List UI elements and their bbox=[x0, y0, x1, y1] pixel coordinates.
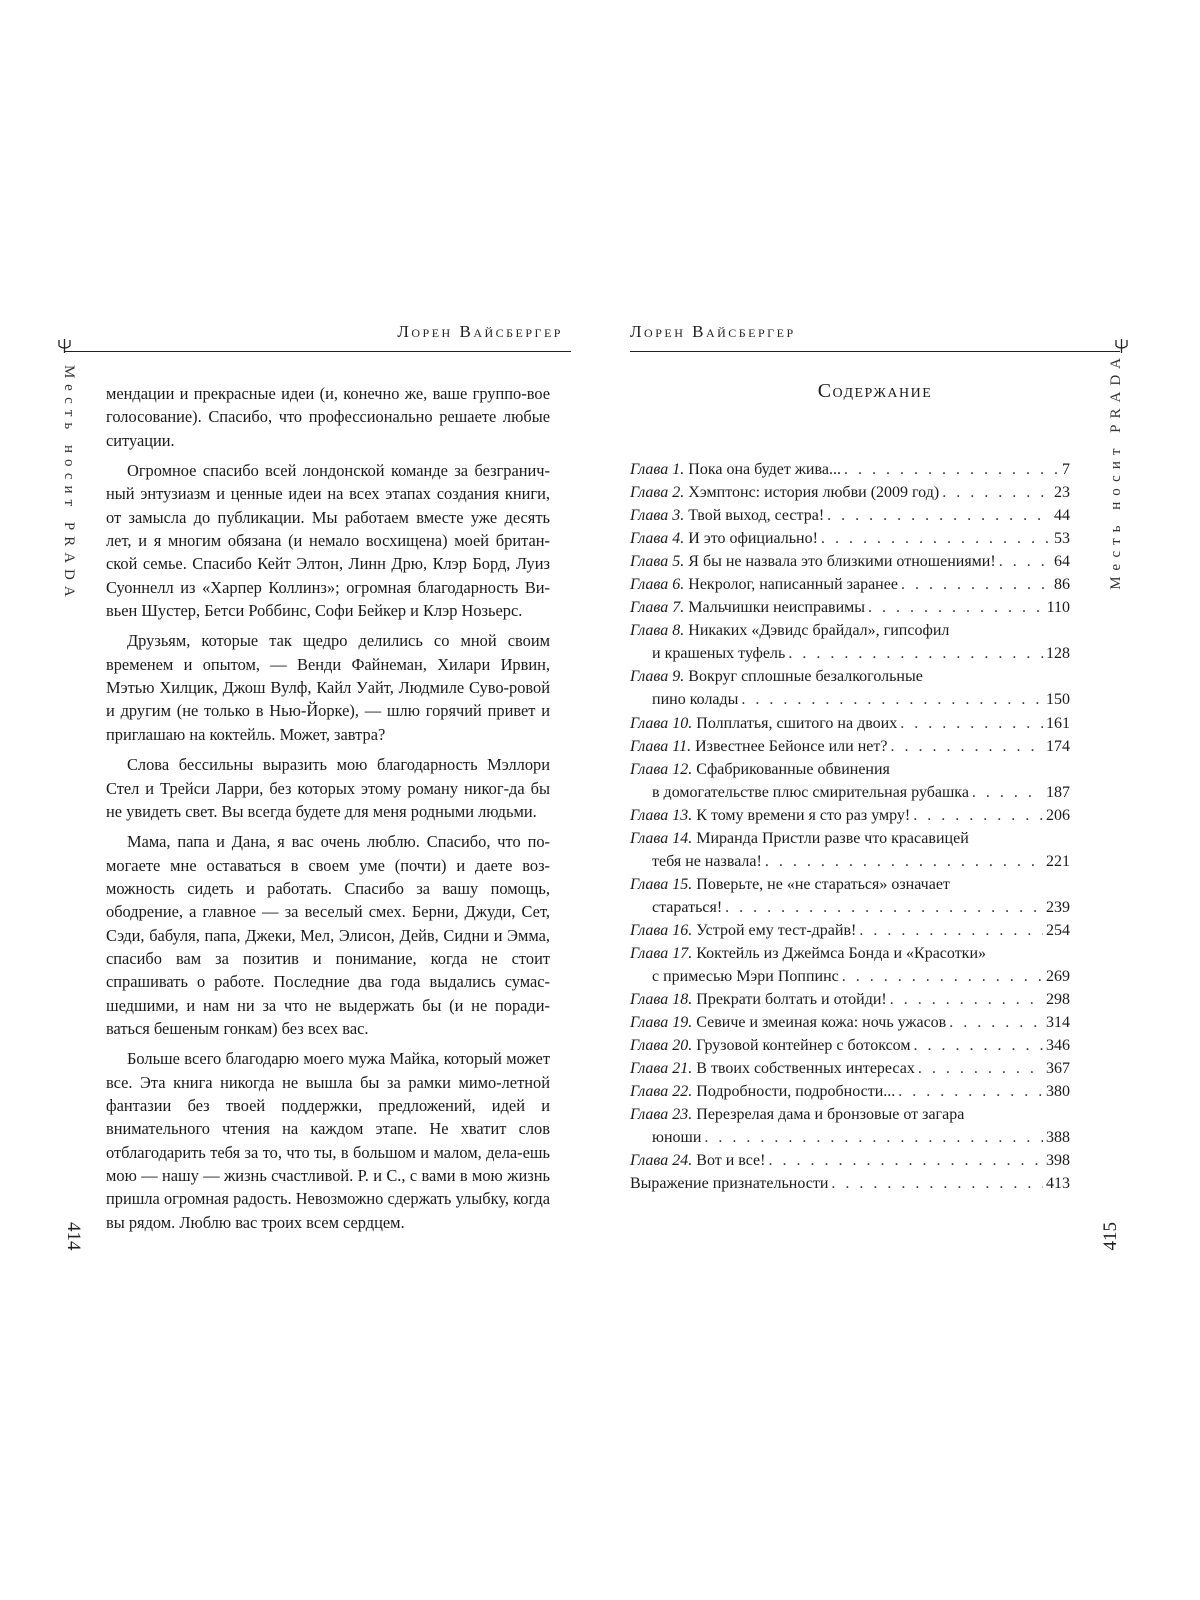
page-number: 415 bbox=[1100, 1222, 1121, 1251]
toc-title: Коктейль из Джеймса Бонда и «Красотки» bbox=[696, 944, 987, 962]
toc-entry bbox=[630, 1011, 1070, 1034]
toc-entry bbox=[630, 665, 1070, 711]
dot-leader bbox=[999, 550, 1051, 573]
dot-leader bbox=[913, 804, 1043, 827]
dot-leader bbox=[868, 596, 1044, 619]
toc-chapter-label: Глава 15. bbox=[630, 875, 693, 893]
toc-page-number: 367 bbox=[1046, 1060, 1070, 1078]
dot-leader bbox=[898, 1080, 1043, 1103]
running-head: Лорен Вайсбергер bbox=[397, 322, 563, 341]
toc-chapter-label: Глава 24. bbox=[630, 1152, 693, 1170]
book-side-title: Месть носит PRADA bbox=[61, 365, 77, 603]
toc-entry bbox=[630, 1034, 1070, 1057]
toc-title: Устрой ему тест-драйв! bbox=[696, 921, 857, 939]
toc-title: Я бы не назвала это близкими отношениями! bbox=[688, 553, 996, 571]
toc-title: Поверьте, не «не стараться» означает bbox=[696, 875, 950, 893]
toc-chapter-label: Глава 6. bbox=[630, 576, 685, 594]
toc-entry bbox=[630, 1057, 1070, 1080]
toc-page-number: 64 bbox=[1054, 553, 1070, 571]
toc-chapter-label: Глава 21. bbox=[630, 1060, 693, 1078]
toc-entry bbox=[630, 458, 1070, 481]
toc-entry bbox=[630, 573, 1070, 596]
toc-chapter-label: Глава 7. bbox=[630, 599, 685, 617]
toc-title-continued: в домогательстве плюс смирительная рубашка bbox=[652, 783, 969, 801]
toc-page-number: 239 bbox=[1046, 898, 1070, 916]
toc-page-number: 110 bbox=[1046, 599, 1070, 617]
dot-leader bbox=[890, 988, 1043, 1011]
toc-chapter-label: Глава 14. bbox=[630, 829, 693, 847]
dot-leader bbox=[972, 781, 1043, 804]
toc-page-number: 413 bbox=[1046, 1175, 1070, 1193]
dot-leader bbox=[725, 896, 1043, 919]
header-rule bbox=[64, 351, 571, 352]
toc-chapter-label: Глава 4. bbox=[630, 530, 685, 548]
toc-chapter-label: Глава 23. bbox=[630, 1106, 693, 1124]
right-page bbox=[600, 0, 1200, 1600]
page-number: 414 bbox=[63, 1222, 84, 1251]
toc-page-number: 7 bbox=[1062, 461, 1070, 478]
toc-page-number: 346 bbox=[1046, 1037, 1070, 1055]
toc-chapter-label: Глава 22. bbox=[630, 1083, 693, 1101]
toc-title: Некролог, написанный заранее bbox=[688, 576, 898, 594]
toc-entry bbox=[630, 712, 1070, 735]
toc-chapter-label: Глава 9. bbox=[630, 668, 685, 686]
toc-page-number: 221 bbox=[1046, 852, 1070, 870]
toc-chapter-label: Глава 19. bbox=[630, 1014, 693, 1032]
dot-leader bbox=[890, 735, 1043, 758]
toc-chapter-label: Глава 18. bbox=[630, 991, 693, 1009]
toc-entry bbox=[630, 550, 1070, 573]
toc-entry bbox=[630, 504, 1070, 527]
toc-page-number: 150 bbox=[1046, 691, 1070, 709]
paragraph: Огромное спасибо всей лондонской команде за безгранич-ный энтузиазм и ценные идеи на всех этапах создания книги, от замысла до публикации. Мы работаем вместе уже десять лет, и я многим обязана (и немало восхищена) моей британ-ской семье. Спасибо Кейт Элтон, Линн Дрю, Клэр Борд, Луиз Суоннелл из «Харпер Коллинз»; огромная благодарность Ви-вьен Шустер, Бетси Роббинс, Софи Бейкер и Клэр Нозьерс. bbox=[106, 461, 550, 621]
dot-leader bbox=[859, 919, 1043, 942]
toc-chapter-label: Глава 2. bbox=[630, 484, 685, 502]
toc-entry bbox=[630, 1149, 1070, 1172]
dot-leader bbox=[821, 527, 1051, 550]
toc-title: Сфабрикованные обвинения bbox=[696, 760, 890, 778]
toc-entry bbox=[630, 919, 1070, 942]
toc-page-number: 254 bbox=[1046, 921, 1070, 939]
toc-title-continued: юноши bbox=[652, 1129, 702, 1147]
toc-chapter-label: Глава 3. bbox=[630, 507, 685, 525]
toc-title: Известнее Бейонсе или нет? bbox=[695, 737, 888, 755]
toc-entry bbox=[630, 735, 1070, 758]
header-rule bbox=[630, 351, 1120, 352]
dot-leader bbox=[942, 481, 1051, 504]
toc-title: Севиче и змеиная кожа: ночь ужасов bbox=[696, 1014, 947, 1032]
paragraph: Мама, папа и Дана, я вас очень люблю. Спасибо, что по-могаете мне оставаться в своем уме (почти) и даете воз-можность сидеть и работать. Спасибо за вашу помощь, ободрение, а главное — за веселый смех. Берни, Джуди, Сет, Сэди, бабуля, папа, Джеки, Мел, Элисон, Дейв, Сидни и Эмма, спасибо вам за позитив и понимание, когда не стоит спрашивать о работе. Последние два года выдались сумас-шедшими, и нам ни за что не выдержать бы (и не поради-ваться бешеным гонкам) без всех вас. bbox=[106, 832, 550, 1038]
toc-entry bbox=[630, 619, 1070, 665]
toc-title: И это официально! bbox=[688, 530, 818, 548]
toc-entry bbox=[630, 527, 1070, 550]
toc-chapter-label: Глава 5. bbox=[630, 553, 685, 571]
toc-title-continued: с примесью Мэри Поппинс bbox=[652, 968, 839, 986]
toc-title-continued: и крашеных туфель bbox=[652, 645, 786, 663]
toc-page-number: 23 bbox=[1054, 484, 1070, 502]
toc-title: Подробности, подробности... bbox=[696, 1083, 896, 1101]
toc-page-number: 86 bbox=[1054, 576, 1070, 594]
toc-entry bbox=[630, 942, 1070, 988]
toc-entry bbox=[630, 804, 1070, 827]
toc-chapter-label: Глава 8. bbox=[630, 622, 685, 640]
dot-leader bbox=[704, 1126, 1043, 1149]
toc-title: К тому времени я сто раз умру! bbox=[696, 806, 911, 824]
toc-page-number: 206 bbox=[1046, 806, 1070, 824]
toc-chapter-label: Глава 17. bbox=[630, 944, 693, 962]
toc-chapter-label: Глава 1. bbox=[630, 461, 685, 478]
paragraph: Больше всего благодарю моего мужа Майка, который может все. Эта книга никогда не вышла бы за рамки мимо-летной фантазии без твоей поддержки, предложений, идей и внимательного чтения на каждом этапе. Не хватит слов отблагодарить тебя за то, что ты, в большом и малом, дела-ешь мою — нашу — жизнь счастливой. Р. и С., с вами в мою жизнь пришла огромная радость. Невозможно сдержать улыбку, когда вы рядом. Люблю вас троих всем сердцем. bbox=[106, 1049, 550, 1232]
toc-chapter-label: Глава 16. bbox=[630, 921, 693, 939]
dot-leader bbox=[741, 688, 1043, 711]
running-head: Лорен Вайсбергер bbox=[630, 322, 796, 341]
toc-page-number: 53 bbox=[1054, 530, 1070, 548]
toc-title: Грузовой контейнер с ботоксом bbox=[696, 1037, 911, 1055]
toc-title: Никаких «Дэвидс брайдал», гипсофил bbox=[688, 622, 950, 640]
toc-title: Твой выход, сестра! bbox=[688, 507, 825, 525]
paragraph: Друзьям, которые так щедро делились со мной своим временем и опытом, — Венди Файнеман, Хилари Ирвин, Мэтью Хилцик, Джош Вулф, Кайл Уайт, Людмиле Суво-ровой и другим (не только в Нью-Йорке), — шлю горячий привет и приглашаю на коктейль. Может, завтра? bbox=[106, 631, 550, 744]
dot-leader bbox=[913, 1034, 1043, 1057]
dot-leader bbox=[765, 850, 1043, 873]
table-of-contents bbox=[630, 458, 1070, 1196]
toc-entry bbox=[630, 988, 1070, 1011]
paragraph: мендации и прекрасные идеи (и, конечно же, ваше группо-вое голосование). Спасибо, что профессионально решаете любые ситуации. bbox=[106, 384, 550, 450]
toc-chapter-label: Глава 11. bbox=[630, 737, 692, 755]
toc-title: Хэмптонс: история любви (2009 год) bbox=[688, 484, 940, 502]
toc-entry bbox=[630, 1080, 1070, 1103]
toc-title: Миранда Пристли разве что красавицей bbox=[696, 829, 969, 847]
toc-page-number: 298 bbox=[1046, 991, 1070, 1009]
toc-entry bbox=[630, 758, 1070, 804]
dot-leader bbox=[827, 504, 1051, 527]
toc-title: В твоих собственных интересах bbox=[696, 1060, 915, 1078]
dot-leader bbox=[949, 1011, 1043, 1034]
dot-leader bbox=[901, 573, 1051, 596]
dot-leader bbox=[842, 965, 1043, 988]
toc-title-continued: стараться! bbox=[652, 898, 723, 916]
toc-title: Полплатья, сшитого на двоих bbox=[696, 714, 898, 732]
toc-page-number: 128 bbox=[1046, 645, 1070, 663]
dot-leader bbox=[768, 1149, 1043, 1172]
toc-page-number: 44 bbox=[1054, 507, 1070, 525]
toc-entry bbox=[630, 596, 1070, 619]
dot-leader bbox=[788, 642, 1043, 665]
dot-leader bbox=[831, 1172, 1043, 1195]
toc-title: Вокруг сплошные безалкогольные bbox=[688, 668, 923, 686]
toc-title: Прекрати болтать и отойди! bbox=[696, 991, 887, 1009]
book-side-title: Месть носит PRADA bbox=[1108, 352, 1124, 590]
toc-entry bbox=[630, 481, 1070, 504]
toc-title: Перезрелая дама и бронзовые от загара bbox=[696, 1106, 965, 1124]
toc-page-number: 187 bbox=[1046, 783, 1070, 801]
toc-page-number: 380 bbox=[1046, 1083, 1070, 1101]
toc-chapter-label: Глава 12. bbox=[630, 760, 693, 778]
toc-page-number: 269 bbox=[1046, 968, 1070, 986]
toc-page-number: 161 bbox=[1046, 714, 1070, 732]
toc-entry bbox=[630, 827, 1070, 873]
toc-heading: Содержание bbox=[817, 380, 933, 402]
toc-chapter-label: Глава 20. bbox=[630, 1037, 693, 1055]
dot-leader bbox=[918, 1057, 1043, 1080]
toc-entry bbox=[630, 1103, 1070, 1149]
acknowledgements-text bbox=[106, 382, 550, 1234]
toc-page-number: 388 bbox=[1046, 1129, 1070, 1147]
toc-page-number: 398 bbox=[1046, 1152, 1070, 1170]
dot-leader bbox=[900, 712, 1043, 735]
toc-title: Мальчишки неисправимы bbox=[688, 599, 866, 617]
toc-title-continued: тебя не назвала! bbox=[652, 852, 762, 870]
dot-leader bbox=[844, 458, 1059, 481]
toc-title: Вот и все! bbox=[696, 1152, 766, 1170]
toc-entry bbox=[630, 1172, 1070, 1195]
toc-title: Пока она будет жива... bbox=[688, 461, 841, 478]
trident-ornament-icon bbox=[58, 338, 71, 354]
toc-chapter-label: Глава 10. bbox=[630, 714, 693, 732]
toc-chapter-label: Глава 13. bbox=[630, 806, 693, 824]
toc-page-number: 174 bbox=[1046, 737, 1070, 755]
toc-title: Выражение признательности bbox=[630, 1175, 829, 1193]
toc-entry bbox=[630, 873, 1070, 919]
toc-title-continued: пино колады bbox=[652, 691, 739, 709]
toc-page-number: 314 bbox=[1046, 1014, 1070, 1032]
paragraph: Слова бессильны выразить мою благодарность Мэллори Стел и Трейси Ларри, без которых этому роману никог-да бы не увидеть свет. Вы всегда будете для меня родными людьми. bbox=[106, 755, 550, 821]
